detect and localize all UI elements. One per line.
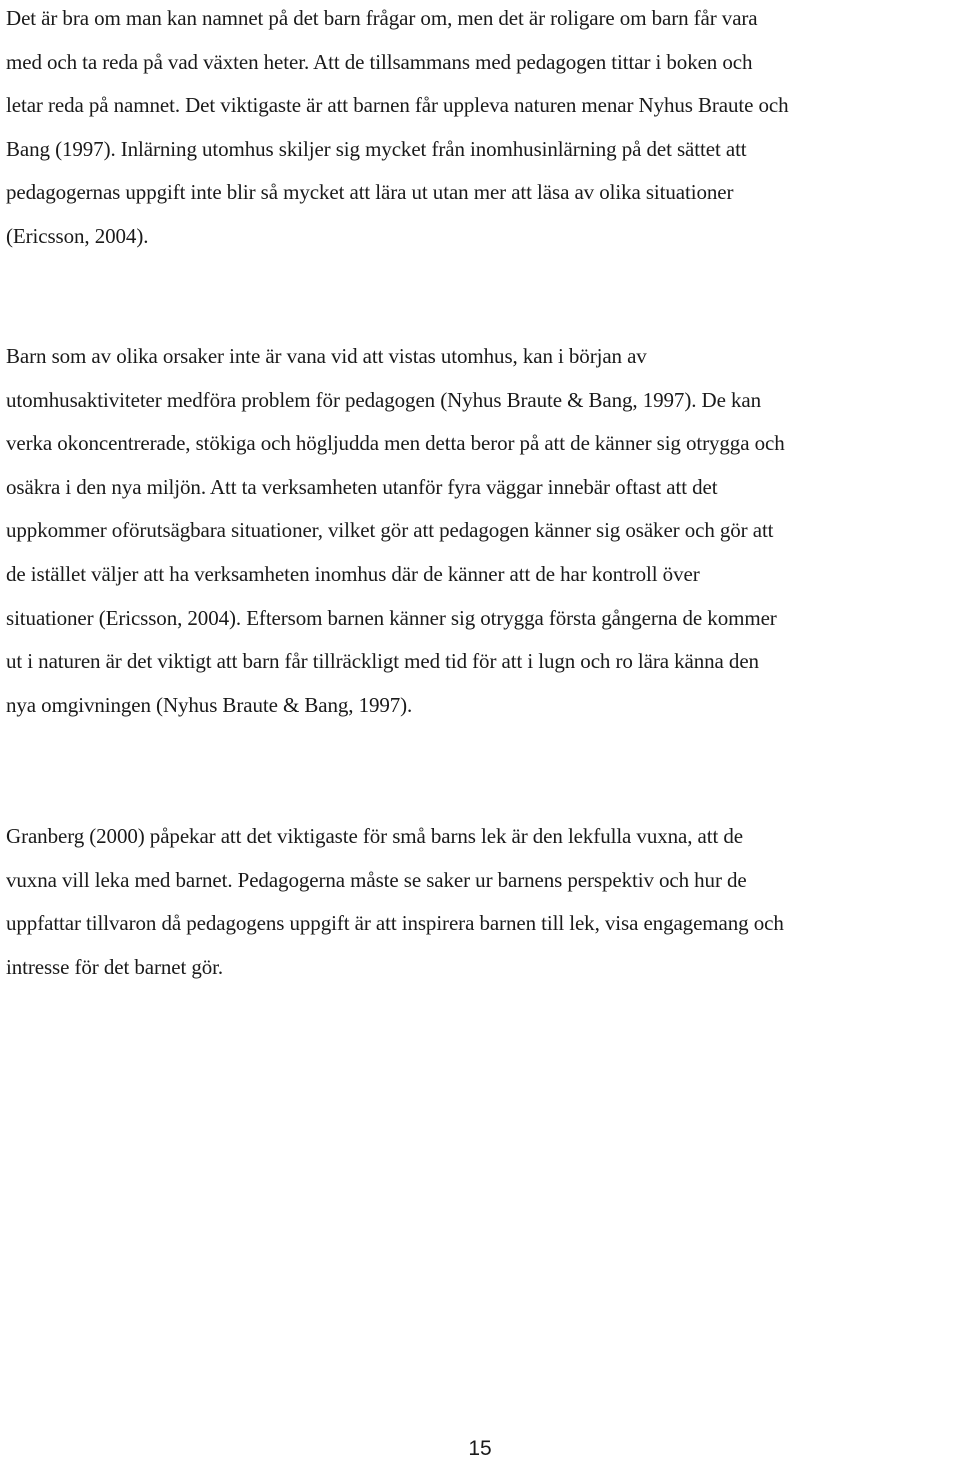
paragraph-line: nya omgivningen (Nyhus Braute & Bang, 1997). bbox=[6, 692, 413, 717]
paragraph-line: utomhusaktiviteter medföra problem för pedagogen (Nyhus Braute & Bang, 1997). De kan bbox=[6, 387, 761, 412]
paragraph-line: Bang (1997). Inlärning utomhus skiljer sig mycket från inomhusinlärning på det sättet att bbox=[6, 136, 747, 161]
paragraph-line: med och ta reda på vad växten heter. Att de tillsammans med pedagogen tittar i boken och bbox=[6, 49, 753, 74]
paragraph-line: vuxna vill leka med barnet. Pedagogerna måste se saker ur barnens perspektiv och hur de bbox=[6, 867, 747, 892]
paragraph-line: Granberg (2000) påpekar att det viktigaste för små barns lek är den lekfulla vuxna, att de bbox=[6, 824, 744, 848]
paragraph-line: uppkommer oförutsägbara situationer, vilket gör att pedagogen känner sig osäker och gör att bbox=[6, 518, 774, 543]
paragraph-line: verka okoncentrerade, stökiga och högljudda men detta beror på att de känner sig otrygga och bbox=[6, 431, 785, 456]
paragraph-line: intresse för det barnet gör. bbox=[6, 954, 224, 979]
paragraph-line: (Ericsson, 2004). bbox=[6, 223, 149, 248]
paragraph-line: Barn som av olika orsaker inte är vana vid att vistas utomhus, kan i början av bbox=[6, 344, 647, 368]
paragraph-1 bbox=[6, 0, 958, 259]
paragraph-line: letar reda på namnet. Det viktigaste är att barnen får uppleva naturen menar Nyhus Braute och bbox=[6, 93, 789, 118]
paragraph-2 bbox=[6, 335, 958, 727]
paragraph-line: pedagogernas uppgift inte blir så mycket att lära ut utan mer att läsa av olika situationer bbox=[6, 180, 734, 205]
page-number: 15 bbox=[468, 1437, 492, 1460]
paragraph-line: situationer (Ericsson, 2004). Eftersom barnen känner sig otrygga första gångerna de kommer bbox=[6, 605, 777, 630]
paragraph-line: ut i naturen är det viktigt att barn får tillräckligt med tid för att i lugn och ro lära känna den bbox=[6, 649, 759, 674]
paragraph-3 bbox=[6, 815, 958, 989]
paragraph-line: Det är bra om man kan namnet på det barn frågar om, men det är roligare om barn får vara bbox=[6, 6, 758, 30]
paragraph-line: de istället väljer att ha verksamheten inomhus där de känner att de har kontroll över bbox=[6, 561, 700, 586]
paragraph-line: uppfattar tillvaron då pedagogens uppgift är att inspirera barnen till lek, visa engagemang och bbox=[6, 911, 784, 936]
paragraph-line: osäkra i den nya miljön. Att ta verksamheten utanför fyra väggar innebär oftast att det bbox=[6, 474, 718, 499]
